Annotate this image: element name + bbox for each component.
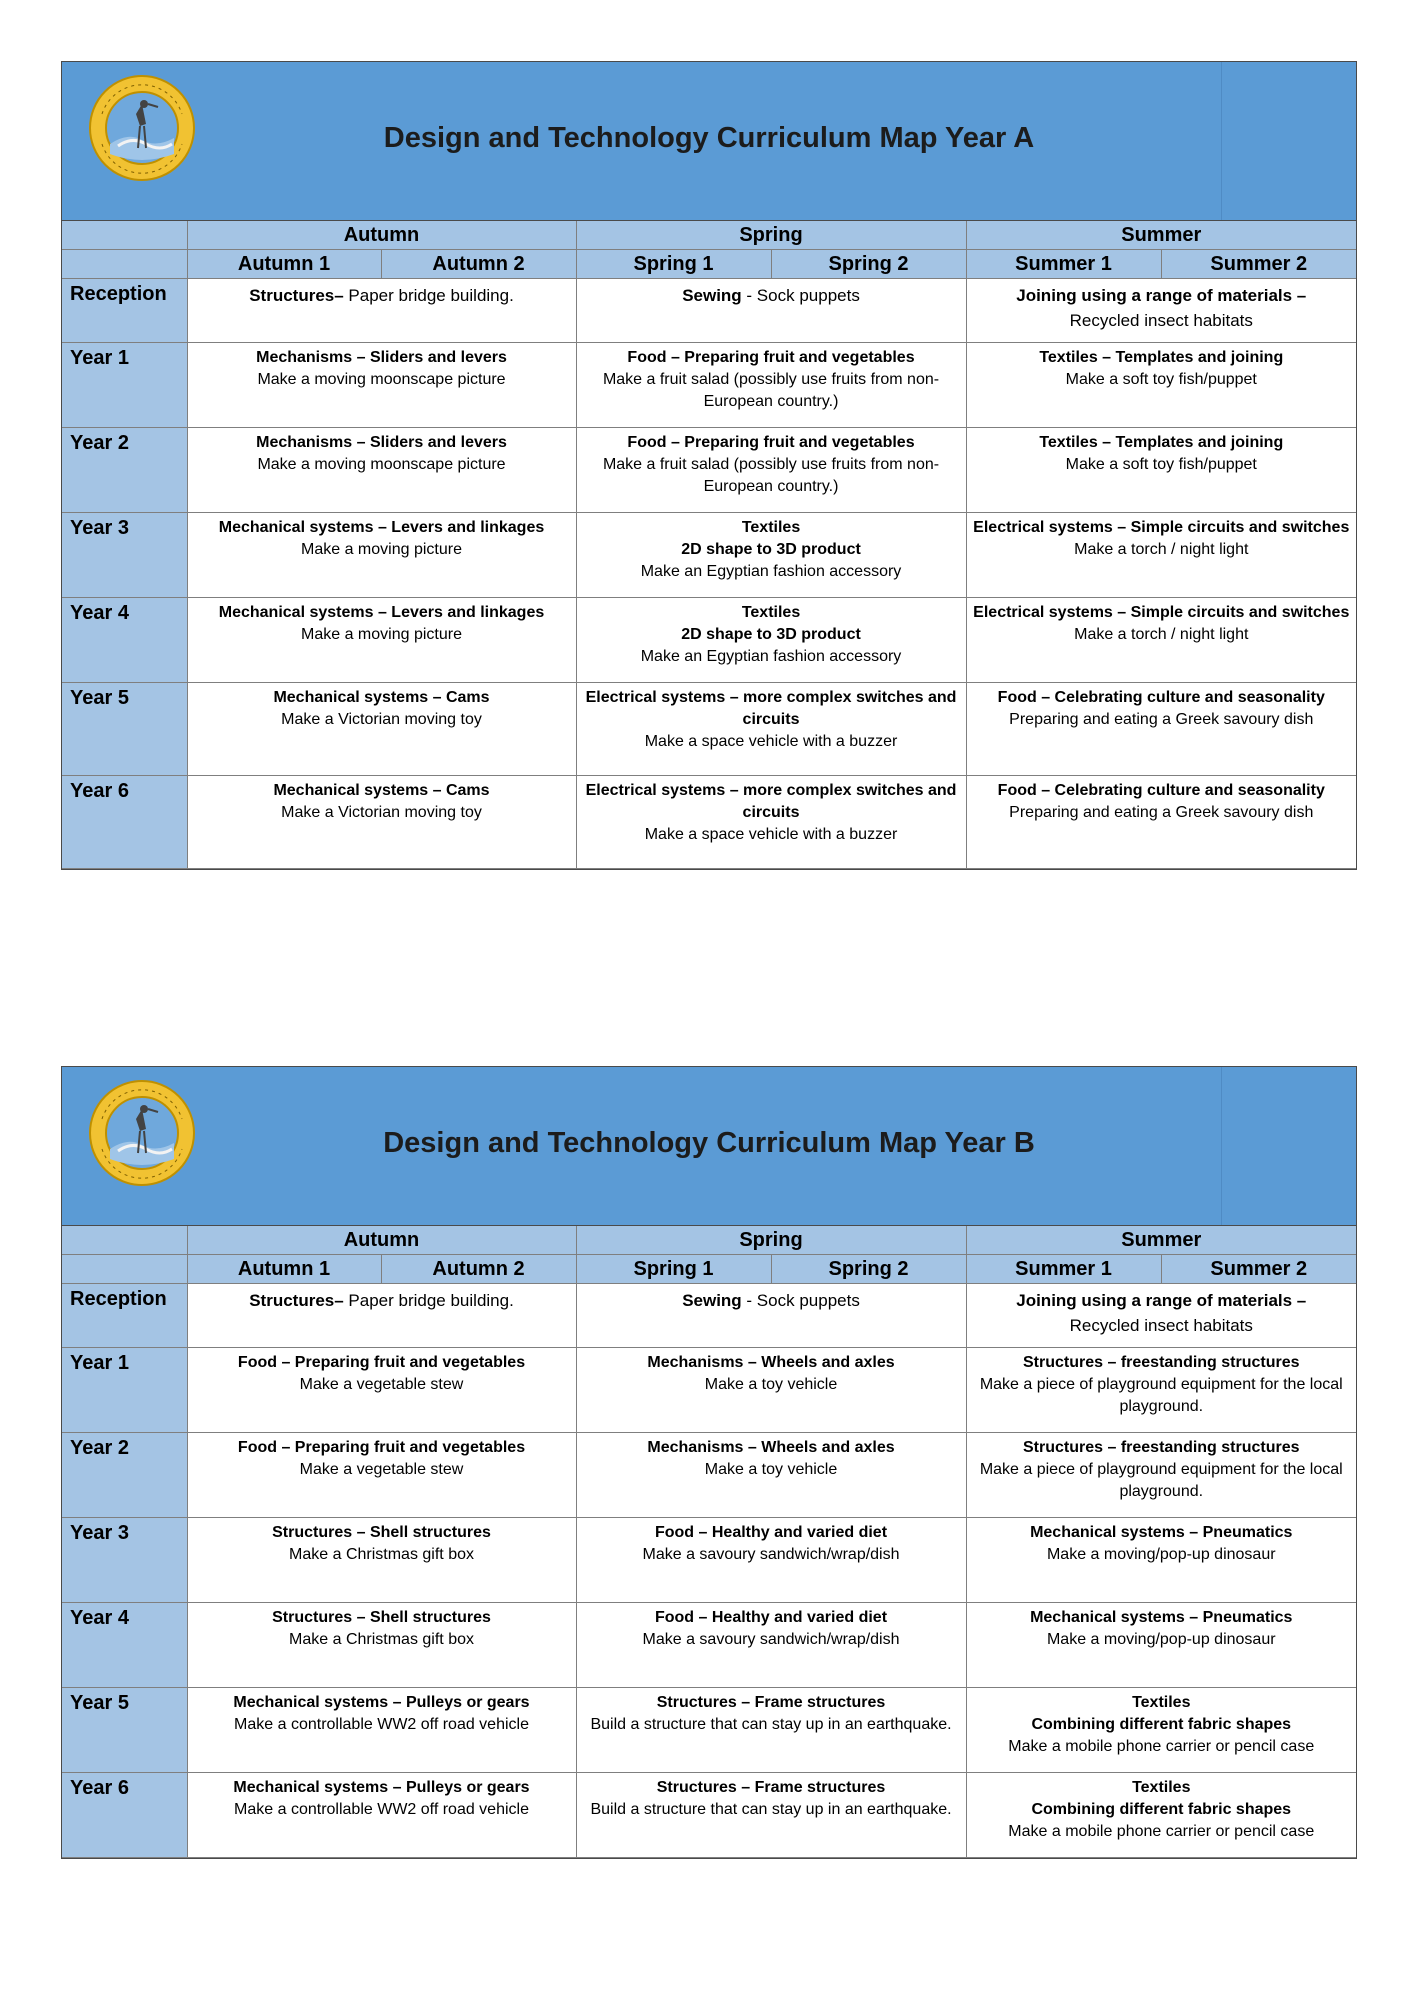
topic-title: Mechanisms – Wheels and axles xyxy=(647,1439,895,1456)
half-term-header: Autumn 1 xyxy=(187,1255,381,1284)
half-term-header: Summer 2 xyxy=(1161,250,1356,279)
topic-title: Structures – Frame structures xyxy=(656,1694,886,1711)
topic-desc: Make a toy vehicle xyxy=(704,1461,838,1478)
topic-title: Textiles xyxy=(1132,1779,1191,1796)
topic-title: Joining using a range of materials – xyxy=(1016,286,1307,305)
topic-cell xyxy=(576,1603,966,1688)
topic-desc: Recycled insect habitats xyxy=(1069,311,1253,330)
curriculum-table xyxy=(62,1226,1356,1858)
topic-title: Food – Preparing fruit and vegetables xyxy=(627,349,915,366)
topic-desc: Make a vegetable stew xyxy=(299,1376,464,1393)
topic-title: Mechanical systems – Levers and linkages xyxy=(218,519,545,536)
topic-title: Textiles – Templates and joining xyxy=(1039,434,1284,451)
topic-desc: Make a Christmas gift box xyxy=(289,1546,474,1563)
topic-title: Electrical systems – more complex switches and circuits xyxy=(585,782,957,821)
term-header-spring: Spring xyxy=(576,1226,966,1255)
topic-title: Food – Healthy and varied diet xyxy=(654,1609,888,1626)
half-term-header: Spring 1 xyxy=(576,250,771,279)
topic-desc: Build a structure that can stay up in an earthquake. xyxy=(590,1716,952,1733)
topic-cell xyxy=(576,683,966,776)
term-header-summer: Summer xyxy=(966,221,1356,250)
topic-title: Textiles xyxy=(741,604,801,621)
table-row xyxy=(62,1688,1356,1773)
topic-cell xyxy=(966,279,1356,343)
topic-desc: Make a piece of playground equipment for the local playground. xyxy=(979,1461,1343,1500)
term-header-spring: Spring xyxy=(576,221,966,250)
topic-cell xyxy=(187,513,576,598)
topic-title: Sewing xyxy=(682,1291,742,1310)
row-label: Year 3 xyxy=(62,513,187,598)
table-row xyxy=(62,776,1356,869)
topic-cell xyxy=(187,683,576,776)
topic-cell xyxy=(187,343,576,428)
term-header-autumn: Autumn xyxy=(187,221,576,250)
topic-cell xyxy=(576,1518,966,1603)
row-label: Year 2 xyxy=(62,428,187,513)
topic-desc: Make a Victorian moving toy xyxy=(281,711,482,728)
corner-cell xyxy=(62,1226,187,1255)
row-label: Year 2 xyxy=(62,1433,187,1518)
topic-cell xyxy=(966,1348,1356,1433)
term-header-summer: Summer xyxy=(966,1226,1356,1255)
topic-cell xyxy=(187,1284,576,1348)
row-label: Year 6 xyxy=(62,1773,187,1858)
topic-cell xyxy=(966,1518,1356,1603)
topic-desc: Make a space vehicle with a buzzer xyxy=(644,733,898,750)
topic-cell xyxy=(576,279,966,343)
topic-desc: Paper bridge building. xyxy=(343,1291,514,1310)
topic-cell xyxy=(187,776,576,869)
topic-cell xyxy=(966,683,1356,776)
half-term-header: Spring 2 xyxy=(771,250,966,279)
topic-title: Electrical systems – Simple circuits and switches xyxy=(973,604,1350,621)
table-row xyxy=(62,428,1356,513)
topic-title: Mechanical systems – Pneumatics xyxy=(1030,1524,1293,1541)
topic-desc: Make a soft toy fish/puppet xyxy=(1065,371,1257,388)
topic-cell xyxy=(966,1773,1356,1858)
half-term-header: Autumn 1 xyxy=(187,250,381,279)
row-label: Reception xyxy=(62,1284,187,1348)
topic-title: Food – Celebrating culture and seasonality xyxy=(997,689,1325,706)
topic-title: Mechanisms – Sliders and levers xyxy=(256,349,507,366)
topic-cell xyxy=(187,1688,576,1773)
row-label: Year 6 xyxy=(62,776,187,869)
half-term-header: Autumn 2 xyxy=(381,250,576,279)
topic-desc: Make a fruit salad (possibly use fruits from non-European country.) xyxy=(602,371,940,410)
topic-cell xyxy=(966,776,1356,869)
topic-title: Textiles – Templates and joining xyxy=(1039,349,1284,366)
row-label: Year 4 xyxy=(62,598,187,683)
table-row xyxy=(62,1348,1356,1433)
topic-desc: Paper bridge building. xyxy=(343,286,514,305)
topic-cell xyxy=(966,513,1356,598)
topic-title: Mechanisms – Sliders and levers xyxy=(256,434,507,451)
topic-cell xyxy=(576,1773,966,1858)
row-label: Reception xyxy=(62,279,187,343)
topic-cell xyxy=(187,598,576,683)
topic-title: Food – Celebrating culture and seasonality xyxy=(997,782,1325,799)
topic-title: Mechanical systems – Pneumatics xyxy=(1030,1609,1293,1626)
row-label: Year 1 xyxy=(62,343,187,428)
map-banner xyxy=(62,62,1356,221)
topic-title: Mechanical systems – Cams xyxy=(273,689,490,706)
topic-cell xyxy=(187,1433,576,1518)
topic-cell xyxy=(187,279,576,343)
topic-title: Structures – Shell structures xyxy=(272,1609,491,1626)
topic-desc: Preparing and eating a Greek savoury dish xyxy=(1009,711,1314,728)
topic-title: Structures – Frame structures xyxy=(656,1779,886,1796)
table-row xyxy=(62,279,1356,343)
topic-desc: Make a piece of playground equipment for the local playground. xyxy=(979,1376,1343,1415)
topic-title: Structures – Shell structures xyxy=(272,1524,491,1541)
map-title: Design and Technology Curriculum Map Year B xyxy=(383,1127,1035,1159)
topic-desc: - Sock puppets xyxy=(741,286,860,305)
topic-sub: 2D shape to 3D product xyxy=(681,626,861,643)
topic-desc: Make a controllable WW2 off road vehicle xyxy=(234,1801,529,1818)
topic-desc: Make a soft toy fish/puppet xyxy=(1065,456,1257,473)
topic-cell xyxy=(576,776,966,869)
half-term-header: Spring 1 xyxy=(576,1255,771,1284)
table-row xyxy=(62,343,1356,428)
topic-desc: Make a moving moonscape picture xyxy=(257,456,506,473)
topic-desc: Make a moving/pop-up dinosaur xyxy=(1046,1546,1276,1563)
topic-cell xyxy=(576,428,966,513)
topic-desc: Make a vegetable stew xyxy=(299,1461,464,1478)
topic-desc: Preparing and eating a Greek savoury dish xyxy=(1009,804,1314,821)
half-term-header: Autumn 2 xyxy=(381,1255,576,1284)
topic-desc: Make a controllable WW2 off road vehicle xyxy=(234,1716,529,1733)
half-term-header: Summer 1 xyxy=(966,250,1161,279)
topic-cell xyxy=(966,1284,1356,1348)
topic-cell xyxy=(576,1284,966,1348)
topic-cell xyxy=(187,428,576,513)
topic-desc: Make a fruit salad (possibly use fruits from non-European country.) xyxy=(602,456,940,495)
topic-cell xyxy=(966,428,1356,513)
topic-title: Structures – freestanding structures xyxy=(1023,1354,1300,1371)
topic-desc: Build a structure that can stay up in an earthquake. xyxy=(590,1801,952,1818)
topic-cell xyxy=(576,1688,966,1773)
topic-cell xyxy=(187,1773,576,1858)
topic-cell xyxy=(966,1603,1356,1688)
topic-title: Electrical systems – more complex switches and circuits xyxy=(585,689,957,728)
topic-title: Food – Healthy and varied diet xyxy=(654,1524,888,1541)
topic-title: Mechanical systems – Cams xyxy=(273,782,490,799)
topic-cell xyxy=(187,1518,576,1603)
table-row xyxy=(62,1433,1356,1518)
curriculum-map-year-b xyxy=(61,1066,1357,1859)
topic-desc: Make a savoury sandwich/wrap/dish xyxy=(642,1546,900,1563)
topic-desc: Make a moving/pop-up dinosaur xyxy=(1046,1631,1276,1648)
topic-title: Food – Preparing fruit and vegetables xyxy=(237,1354,526,1371)
topic-title: Food – Preparing fruit and vegetables xyxy=(627,434,915,451)
topic-cell xyxy=(966,343,1356,428)
half-term-header: Spring 2 xyxy=(771,1255,966,1284)
corner-cell xyxy=(62,250,187,279)
topic-desc: Make a toy vehicle xyxy=(704,1376,838,1393)
row-label: Year 5 xyxy=(62,1688,187,1773)
topic-title: Sewing xyxy=(682,286,742,305)
topic-desc: Make a torch / night light xyxy=(1074,541,1249,558)
topic-title: Textiles xyxy=(1132,1694,1191,1711)
row-label: Year 4 xyxy=(62,1603,187,1688)
table-row xyxy=(62,1518,1356,1603)
topic-cell xyxy=(576,1433,966,1518)
half-term-header: Summer 2 xyxy=(1161,1255,1356,1284)
topic-title: Structures– xyxy=(249,1291,344,1310)
topic-desc: - Sock puppets xyxy=(741,1291,860,1310)
curriculum-map-year-a xyxy=(61,61,1357,870)
table-row xyxy=(62,1773,1356,1858)
row-label: Year 5 xyxy=(62,683,187,776)
table-row xyxy=(62,598,1356,683)
table-row xyxy=(62,683,1356,776)
topic-cell xyxy=(576,513,966,598)
topic-cell xyxy=(187,1603,576,1688)
topic-desc: Make a space vehicle with a buzzer xyxy=(644,826,898,843)
topic-cell xyxy=(966,1688,1356,1773)
topic-cell xyxy=(966,598,1356,683)
topic-desc: Make a torch / night light xyxy=(1074,626,1249,643)
topic-sub: 2D shape to 3D product xyxy=(681,541,861,558)
topic-desc: Recycled insect habitats xyxy=(1069,1316,1253,1335)
topic-sub: Combining different fabric shapes xyxy=(1031,1801,1292,1818)
topic-desc: Make an Egyptian fashion accessory xyxy=(640,563,902,580)
topic-cell xyxy=(187,1348,576,1433)
term-header-autumn: Autumn xyxy=(187,1226,576,1255)
topic-cell xyxy=(576,1348,966,1433)
row-label: Year 3 xyxy=(62,1518,187,1603)
map-title: Design and Technology Curriculum Map Year A xyxy=(383,122,1035,154)
topic-desc: Make a savoury sandwich/wrap/dish xyxy=(642,1631,900,1648)
topic-title: Mechanical systems – Pulleys or gears xyxy=(233,1779,530,1796)
topic-sub: Combining different fabric shapes xyxy=(1031,1716,1292,1733)
topic-title: Mechanical systems – Levers and linkages xyxy=(218,604,545,621)
table-row xyxy=(62,1284,1356,1348)
corner-cell xyxy=(62,221,187,250)
curriculum-table xyxy=(62,221,1356,869)
map-banner xyxy=(62,1067,1356,1226)
corner-cell xyxy=(62,1255,187,1284)
topic-title: Joining using a range of materials – xyxy=(1016,1291,1307,1310)
topic-cell xyxy=(576,598,966,683)
table-row xyxy=(62,1603,1356,1688)
topic-desc: Make a Christmas gift box xyxy=(289,1631,474,1648)
topic-desc: Make a moving moonscape picture xyxy=(257,371,506,388)
topic-desc: Make a mobile phone carrier or pencil case xyxy=(1008,1823,1315,1840)
topic-desc: Make an Egyptian fashion accessory xyxy=(640,648,902,665)
table-row xyxy=(62,513,1356,598)
topic-cell xyxy=(576,343,966,428)
topic-title: Food – Preparing fruit and vegetables xyxy=(237,1439,526,1456)
topic-title: Mechanical systems – Pulleys or gears xyxy=(233,1694,530,1711)
topic-desc: Make a moving picture xyxy=(301,626,462,643)
topic-title: Textiles xyxy=(741,519,801,536)
row-label: Year 1 xyxy=(62,1348,187,1433)
topic-desc: Make a moving picture xyxy=(301,541,462,558)
topic-desc: Make a mobile phone carrier or pencil case xyxy=(1008,1738,1315,1755)
half-term-header: Summer 1 xyxy=(966,1255,1161,1284)
topic-title: Mechanisms – Wheels and axles xyxy=(647,1354,895,1371)
topic-desc: Make a Victorian moving toy xyxy=(281,804,482,821)
topic-title: Structures– xyxy=(249,286,344,305)
topic-title: Electrical systems – Simple circuits and switches xyxy=(973,519,1350,536)
topic-title: Structures – freestanding structures xyxy=(1023,1439,1300,1456)
topic-cell xyxy=(966,1433,1356,1518)
